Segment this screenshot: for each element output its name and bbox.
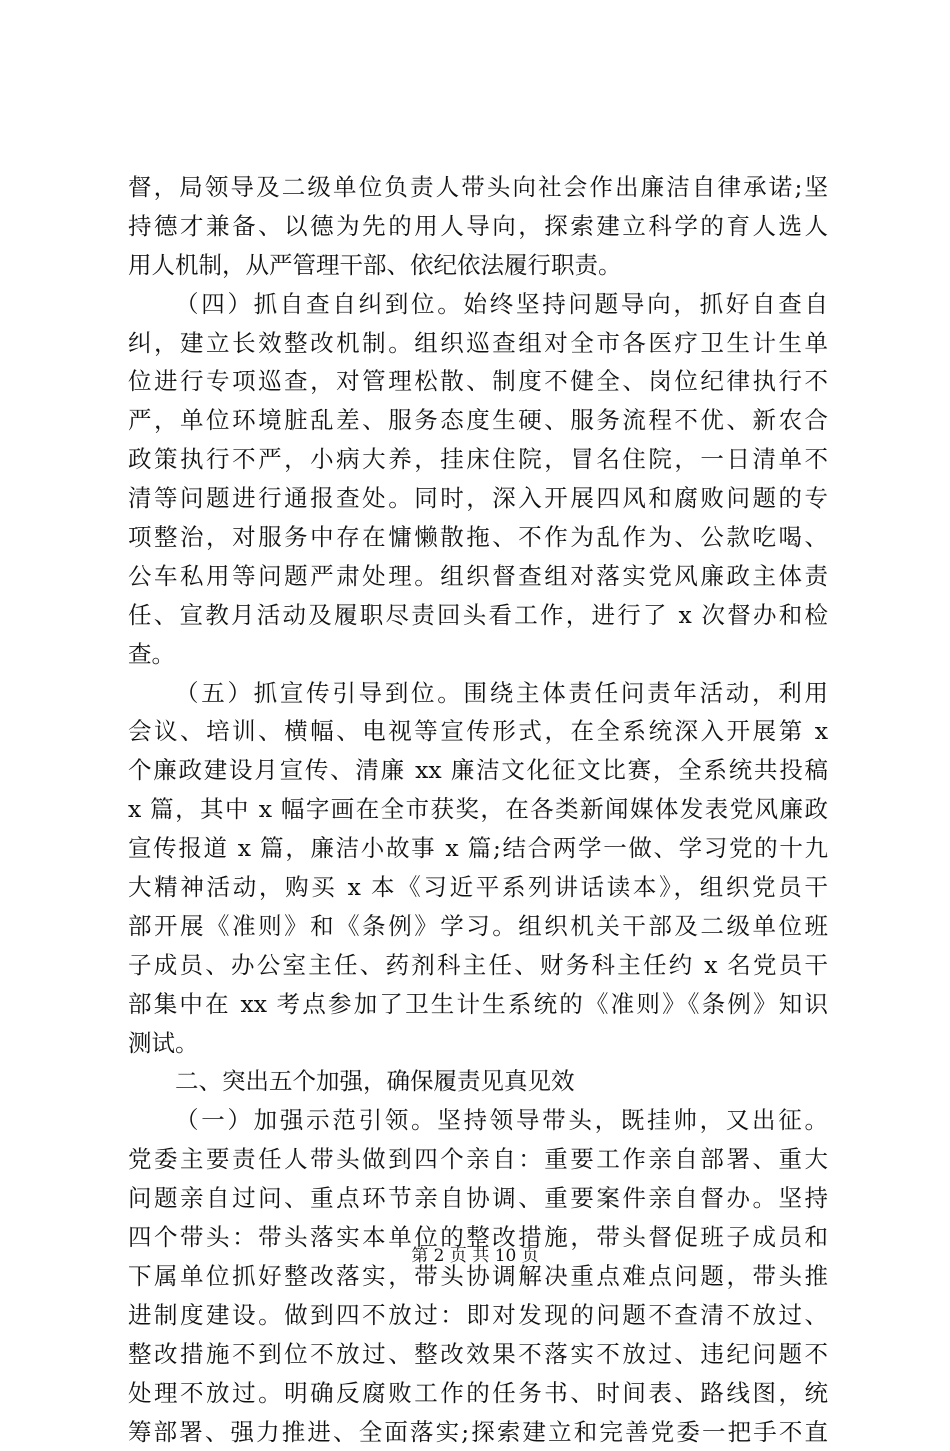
text-line: 二、突出五个加强，确保履责见真见效 [128, 1062, 828, 1101]
text-line: 部集中在 xx 考点参加了卫生计生系统的《准则》《条例》知识 [128, 985, 828, 1024]
text-line: 大精神活动，购买 x 本《习近平系列讲话读本》，组织党员干 [128, 868, 828, 907]
text-line: 政策执行不严，小病大养，挂床住院，冒名住院，一日清单不 [128, 440, 828, 479]
text-line: 整改措施不到位不放过、整改效果不落实不放过、违纪问题不 [128, 1335, 828, 1374]
text-line: 宣传报道 x 篇，廉洁小故事 x 篇;结合两学一做、学习党的十九 [128, 829, 828, 868]
page-footer: 第 2 页 共 10 页 [0, 1244, 950, 1268]
text-line: 持德才兼备、以德为先的用人导向，探索建立科学的育人选人 [128, 207, 828, 246]
text-line: 个廉政建设月宣传、清廉 xx 廉洁文化征文比赛，全系统共投稿 [128, 751, 828, 790]
text-line: 公车私用等问题严肃处理。组织督查组对落实党风廉政主体责 [128, 557, 828, 596]
text-line: 查。 [128, 635, 828, 674]
text-line: 测试。 [128, 1024, 828, 1063]
text-line: 处理不放过。明确反腐败工作的任务书、时间表、路线图，统 [128, 1374, 828, 1413]
text-line: 任、宣教月活动及履职尽责回头看工作，进行了 x 次督办和检 [128, 596, 828, 635]
text-line: 部开展《准则》和《条例》学习。组织机关干部及二级单位班 [128, 907, 828, 946]
text-line: x 篇，其中 x 幅字画在全市获奖，在各类新闻媒体发表党风廉政 [128, 790, 828, 829]
text-line: 四个带头：带头落实本单位的整改措施，带头督促班子成员和 [128, 1218, 828, 1257]
text-line: 项整治，对服务中存在慵懒散拖、不作为乱作为、公款吃喝、 [128, 518, 828, 557]
text-line: 位进行专项巡查，对管理松散、制度不健全、岗位纪律执行不 [128, 362, 828, 401]
text-line: 筹部署、强力推进、全面落实;探索建立和完善党委一把手不直 [128, 1413, 828, 1451]
text-line: 纠，建立长效整改机制。组织巡查组对全市各医疗卫生计生单 [128, 324, 828, 363]
text-line: （四）抓自查自纠到位。始终坚持问题导向，抓好自查自 [128, 285, 828, 324]
text-line: 子成员、办公室主任、药剂科主任、财务科主任约 x 名党员干 [128, 946, 828, 985]
text-line: 用人机制，从严管理干部、依纪依法履行职责。 [128, 246, 828, 285]
text-line: （五）抓宣传引导到位。围绕主体责任问责年活动，利用 [128, 674, 828, 713]
text-line: 下属单位抓好整改落实，带头协调解决重点难点问题，带头推 [128, 1257, 828, 1296]
text-line: 问题亲自过问、重点环节亲自协调、重要案件亲自督办。坚持 [128, 1179, 828, 1218]
text-line: 会议、培训、横幅、电视等宣传形式，在全系统深入开展第 x [128, 712, 828, 751]
text-line: 督，局领导及二级单位负责人带头向社会作出廉洁自律承诺;坚 [128, 168, 828, 207]
text-line: （一）加强示范引领。坚持领导带头，既挂帅，又出征。 [128, 1101, 828, 1140]
text-line: 进制度建设。做到四不放过：即对发现的问题不查清不放过、 [128, 1296, 828, 1335]
text-line: 党委主要责任人带头做到四个亲自：重要工作亲自部署、重大 [128, 1140, 828, 1179]
text-line: 清等问题进行通报查处。同时，深入开展四风和腐败问题的专 [128, 479, 828, 518]
text-line: 严，单位环境脏乱差、服务态度生硬、服务流程不优、新农合 [128, 401, 828, 440]
